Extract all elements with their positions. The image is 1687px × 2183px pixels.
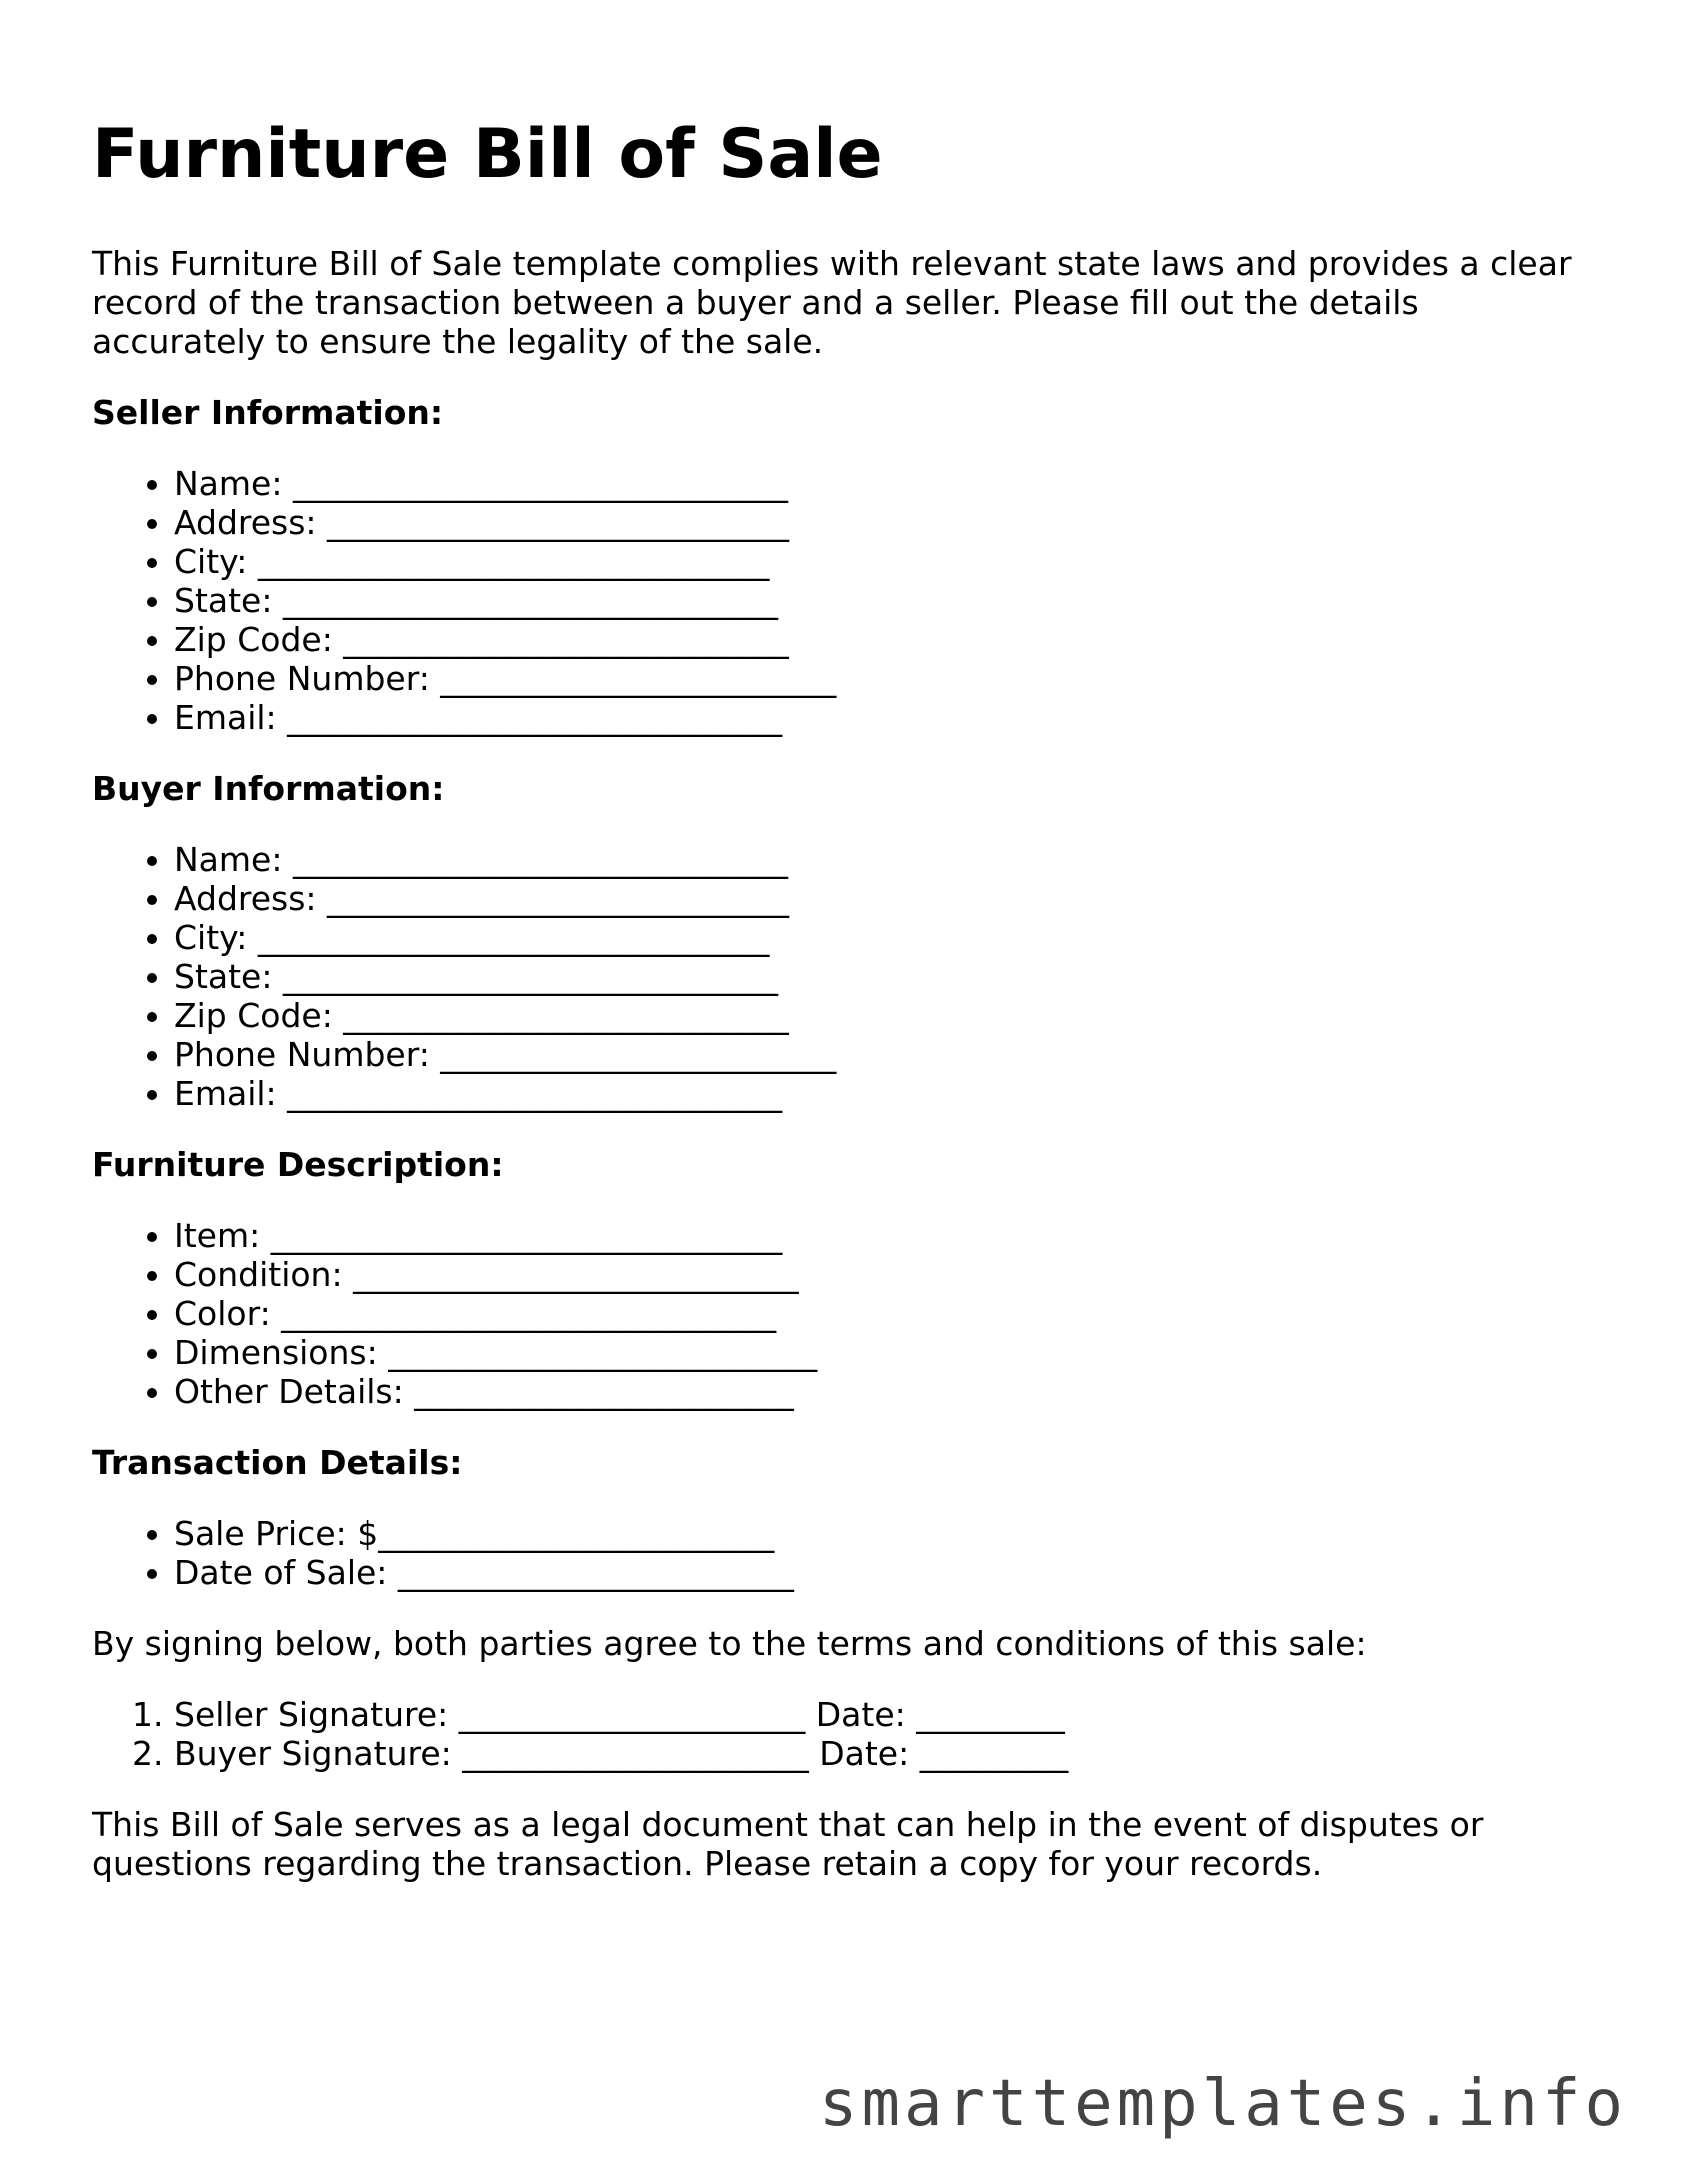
- seller-signature-line: 1. Seller Signature: _____________________ Date: _________: [174, 1695, 1612, 1734]
- buyer-state-field: • State: ______________________________: [174, 957, 1612, 996]
- seller-email-field: • Email: ______________________________: [174, 698, 1612, 737]
- seller-list: [92, 464, 1612, 737]
- furniture-dimensions-field: • Dimensions: __________________________: [174, 1333, 1612, 1372]
- buyer-email-field: • Email: ______________________________: [174, 1074, 1612, 1113]
- buyer-phone-field: • Phone Number: ________________________: [174, 1035, 1612, 1074]
- furniture-list: [92, 1216, 1612, 1411]
- seller-address-field: • Address: ____________________________: [174, 503, 1612, 542]
- seller-heading: Seller Information:: [92, 393, 444, 432]
- intro-paragraph: This Furniture Bill of Sale template complies with relevant state laws and provides a clear record of the transaction between a buyer and a seller. Please fill out the details accurately to ensure the legality of the sale.: [92, 244, 1572, 361]
- buyer-zip-field: • Zip Code: ___________________________: [174, 996, 1612, 1035]
- furniture-color-field: • Color: ______________________________: [174, 1294, 1612, 1333]
- agreement-text: By signing below, both parties agree to the terms and conditions of this sale:: [92, 1624, 1367, 1663]
- buyer-address-field: • Address: ____________________________: [174, 879, 1612, 918]
- watermark: smarttemplates.info: [818, 2067, 1627, 2141]
- document-page: [92, 110, 1612, 1883]
- document-title: Furniture Bill of Sale: [92, 115, 883, 194]
- buyer-signature-line: 2. Buyer Signature: _____________________ Date: _________: [174, 1734, 1612, 1773]
- sale-price-field: • Sale Price: $________________________: [174, 1514, 1612, 1553]
- signature-list: [92, 1695, 1612, 1773]
- seller-zip-field: • Zip Code: ___________________________: [174, 620, 1612, 659]
- seller-city-field: • City: _______________________________: [174, 542, 1612, 581]
- buyer-city-field: • City: _______________________________: [174, 918, 1612, 957]
- furniture-condition-field: • Condition: ___________________________: [174, 1255, 1612, 1294]
- transaction-list: [92, 1514, 1612, 1592]
- furniture-other-details-field: • Other Details: _______________________: [174, 1372, 1612, 1411]
- seller-phone-field: • Phone Number: ________________________: [174, 659, 1612, 698]
- closing-paragraph: This Bill of Sale serves as a legal document that can help in the event of disputes or questions regarding the transaction. Please retain a copy for your records.: [92, 1805, 1484, 1883]
- buyer-name-field: • Name: ______________________________: [174, 840, 1612, 879]
- seller-name-field: • Name: ______________________________: [174, 464, 1612, 503]
- transaction-heading: Transaction Details:: [92, 1443, 463, 1482]
- seller-state-field: • State: ______________________________: [174, 581, 1612, 620]
- furniture-heading: Furniture Description:: [92, 1145, 504, 1184]
- buyer-list: [92, 840, 1612, 1113]
- date-of-sale-field: • Date of Sale: ________________________: [174, 1553, 1612, 1592]
- furniture-item-field: • Item: _______________________________: [174, 1216, 1612, 1255]
- buyer-heading: Buyer Information:: [92, 769, 445, 808]
